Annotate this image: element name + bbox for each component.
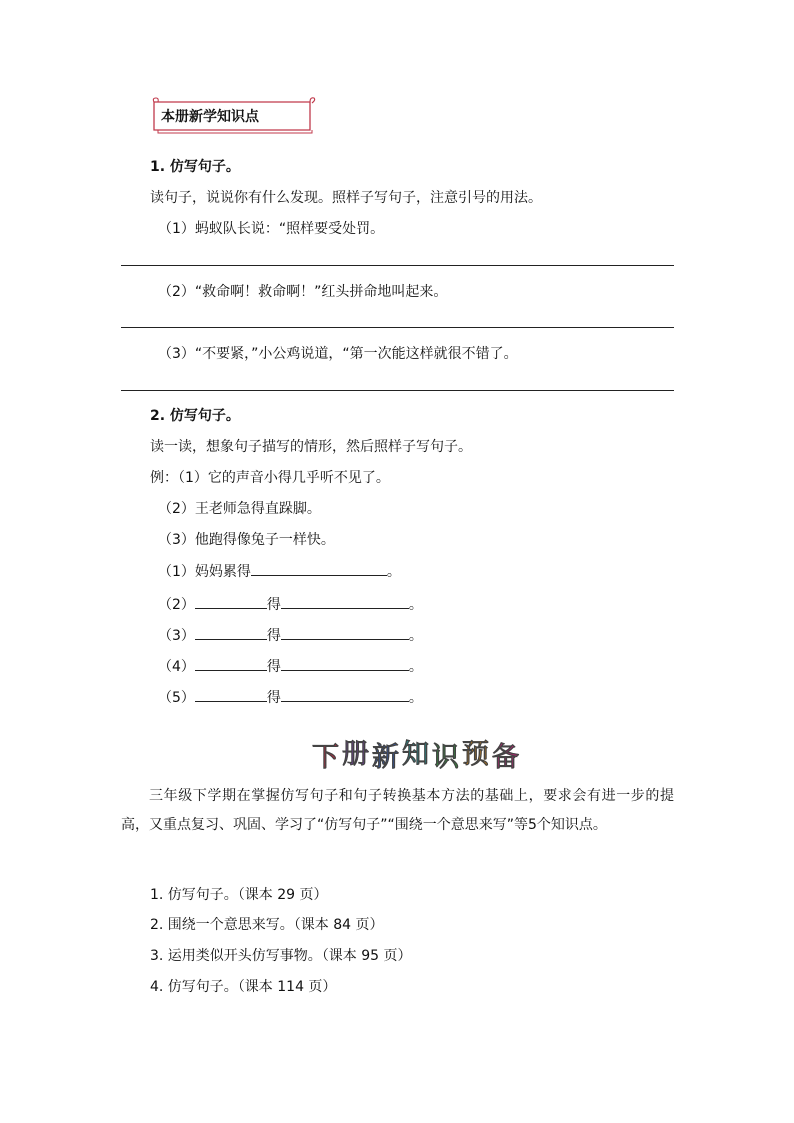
exercise-3-blank-a[interactable] [195, 625, 267, 640]
topic-3-text: 3. 运用类似开头仿写事物。 [150, 948, 322, 964]
section1-item-2: （2）“救命啊！救命啊！”红头拼命地叫起来。 [158, 284, 448, 300]
section1-instruction: 读句子，说说你有什么发现。照样子写句子，注意引号的用法。 [150, 190, 542, 206]
answer-line-3[interactable] [121, 390, 674, 391]
section-header-box [150, 96, 316, 132]
exercise-5-end: 。 [408, 690, 423, 706]
exercise-2-blank-b[interactable] [281, 594, 409, 609]
title-char-7: 备 [492, 742, 519, 773]
exercise-3-blank-b[interactable] [281, 625, 409, 640]
exercise-2-end: 。 [408, 597, 423, 613]
exercise-1-prefix: （1）妈妈累得 [158, 564, 251, 580]
topic-1 [150, 884, 328, 904]
exercise-2-blank-a[interactable] [195, 594, 267, 609]
exercise-4-de: 得 [266, 659, 281, 675]
section1-item-1: （1）蚂蚁队长说：“照样要受处罚。 [158, 221, 385, 237]
topic-1-ref: （课本 29 页） [237, 887, 328, 903]
intro-paragraph: 三年级下学期在掌握仿写句子和句子转换基本方法的基础上，要求会有进一步的提高，又重点复习、巩固、学习了“仿写句子”“围绕一个意思来写”等5个知识点。 [121, 788, 674, 833]
exercise-2-number: （2） [158, 597, 195, 613]
exercise-1-end: 。 [386, 564, 401, 580]
topic-4-ref: （课本 114 页） [237, 979, 337, 995]
exercise-5-blank-a[interactable] [195, 687, 267, 702]
exercise-4 [158, 656, 423, 676]
section2-instruction: 读一读，想象句子描写的情形，然后照样子写句子。 [150, 439, 472, 455]
exercise-2-de: 得 [266, 597, 281, 613]
topic-4 [150, 976, 336, 996]
topic-3-ref: （课本 95 页） [321, 948, 412, 964]
exercise-5-de: 得 [266, 690, 281, 706]
topic-2-ref: （课本 84 页） [293, 917, 384, 933]
exercise-2 [158, 594, 423, 614]
exercise-1 [158, 561, 401, 581]
exercise-4-blank-a[interactable] [195, 656, 267, 671]
exercise-1-blank[interactable] [251, 561, 387, 576]
answer-line-2[interactable] [121, 327, 674, 328]
topic-2-text: 2. 围绕一个意思来写。 [150, 917, 294, 933]
section2-heading: 2. 仿写句子。 [150, 408, 240, 424]
answer-line-1[interactable] [121, 265, 674, 266]
topic-2 [150, 914, 384, 934]
next-volume-title [300, 736, 530, 776]
exercise-4-blank-b[interactable] [281, 656, 409, 671]
example-1: 例：（1）它的声音小得几乎听不见了。 [150, 470, 390, 486]
title-char-5: 识 [432, 742, 459, 773]
exercise-3-number: （3） [158, 628, 195, 644]
title-char-4: 知 [402, 739, 429, 770]
example-2: （2）王老师急得直跺脚。 [158, 501, 321, 517]
exercise-5 [158, 687, 423, 707]
section1-item-3: （3）“不要紧，”小公鸡说道，“第一次能这样就很不错了。 [158, 346, 518, 362]
title-char-6: 预 [462, 739, 489, 770]
topic-1-text: 1. 仿写句子。 [150, 887, 238, 903]
title-char-1: 下 [312, 742, 339, 773]
topic-3 [150, 945, 412, 965]
section-header-label: 本册新学知识点 [161, 109, 259, 125]
exercise-3-de: 得 [266, 628, 281, 644]
exercise-5-blank-b[interactable] [281, 687, 409, 702]
example-3: （3）他跑得像兔子一样快。 [158, 532, 335, 548]
exercise-4-number: （4） [158, 659, 195, 675]
exercise-3 [158, 625, 423, 645]
title-char-2: 册 [342, 739, 369, 770]
title-char-3: 新 [372, 742, 399, 773]
exercise-4-end: 。 [408, 659, 423, 675]
section1-heading: 1. 仿写句子。 [150, 159, 240, 175]
exercise-3-end: 。 [408, 628, 423, 644]
exercise-5-number: （5） [158, 690, 195, 706]
topic-4-text: 4. 仿写句子。 [150, 979, 238, 995]
